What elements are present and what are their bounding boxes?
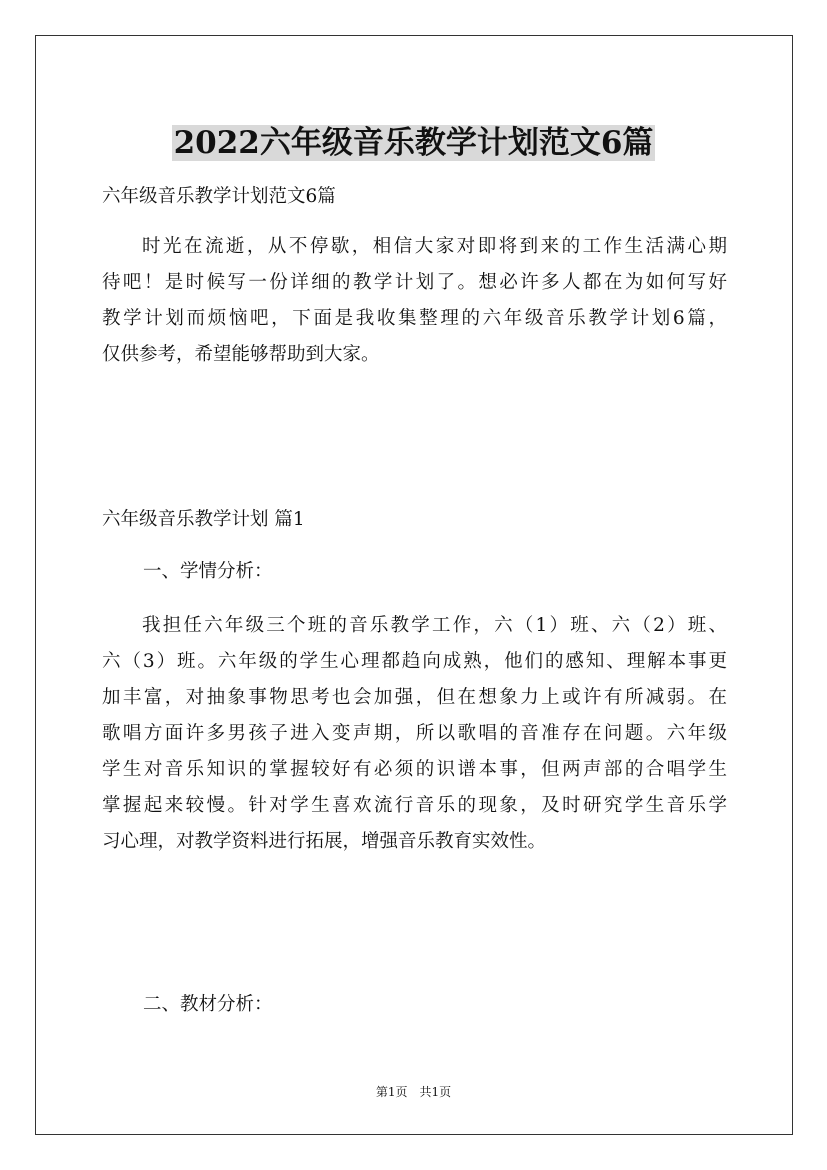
section-heading-textbook-analysis: 二、教材分析： [143, 994, 273, 1015]
paragraph-line: 我担任六年级三个班的音乐教学工作，六（1）班、六（2）班、 [142, 615, 727, 636]
paragraph-line: 待吧！是时候写一份详细的教学计划了。想必许多人都在为如何写好 [102, 272, 727, 293]
paragraph-line: 加丰富，对抽象事物思考也会加强，但在想象力上或许有所减弱。在 [102, 687, 727, 708]
page-footer [0, 1084, 827, 1100]
paragraph-line: 仅供参考，希望能够帮助到大家。 [102, 344, 380, 365]
paragraph-line: 六（3）班。六年级的学生心理都趋向成熟，他们的感知、理解本事更 [102, 651, 727, 672]
paragraph-line: 教学计划而烦恼吧，下面是我收集整理的六年级音乐教学计划6篇， [102, 308, 727, 329]
intro-paragraph [102, 229, 727, 373]
document-title: 2022六年级音乐教学计划范文6篇 [173, 124, 654, 161]
paragraph-line: 学生对音乐知识的掌握较好有必须的识谱本事，但两声部的合唱学生 [102, 759, 727, 780]
section-title: 六年级音乐教学计划 篇1 [102, 509, 305, 530]
paragraph-line: 掌握起来较慢。针对学生喜欢流行音乐的现象，及时研究学生音乐学 [102, 795, 727, 816]
paragraph-line: 歌唱方面许多男孩子进入变声期，所以歌唱的音准存在问题。六年级 [102, 723, 727, 744]
paragraph-line: 时光在流逝，从不停歇，相信大家对即将到来的工作生活满心期 [142, 236, 727, 257]
document-subtitle: 六年级音乐教学计划范文6篇 [102, 186, 336, 207]
paragraph-line: 习心理，对教学资料进行拓展，增强音乐教育实效性。 [102, 831, 547, 852]
page-total: 共1页 [419, 1085, 452, 1099]
page-number: 第1页 [375, 1085, 408, 1099]
section-heading-learning-analysis: 一、学情分析： [143, 561, 273, 582]
section-paragraph [102, 608, 727, 860]
